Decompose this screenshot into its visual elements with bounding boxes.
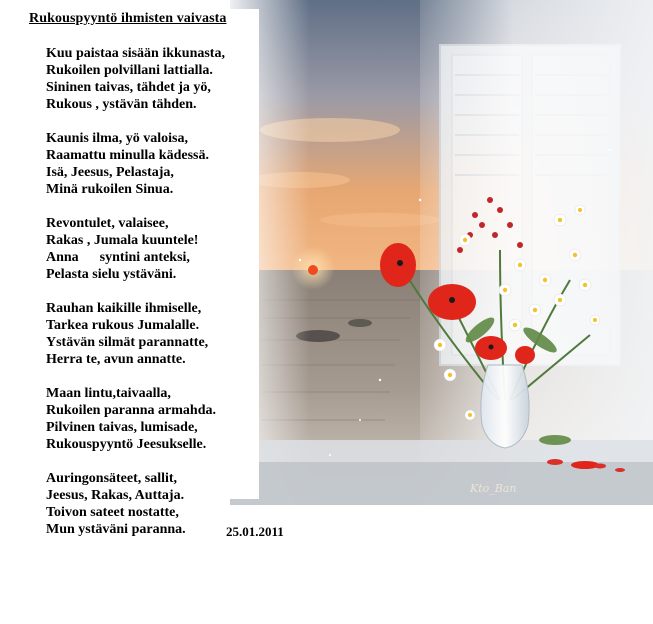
poem-stanza	[46, 470, 225, 538]
poem-line: Pilvinen taivas, lumisade,	[46, 420, 198, 435]
poem-stanza	[46, 385, 225, 453]
poem-line: Tarkea rukous Jumalalle.	[46, 318, 200, 333]
poem-line: Toivon sateet nostatte,	[46, 505, 179, 520]
poem-line: Auringonsäteet, sallit,	[46, 471, 178, 486]
poem-stanza	[46, 45, 225, 113]
poem-line: Minä rukoilen Sinua.	[46, 182, 174, 197]
poem-date: 25.01.2011	[226, 524, 284, 539]
poem-line: Revontulet, valaisee,	[46, 216, 169, 231]
poem-line: Raamattu minulla kädessä.	[46, 148, 209, 163]
poem-stanza	[46, 215, 225, 283]
poem-line: Rukous , ystävän tähden.	[46, 97, 197, 112]
poem-line: Kaunis ilma, yö valoisa,	[46, 131, 188, 146]
poem-body	[46, 45, 225, 555]
poem-line: Ystävän silmät parannatte,	[46, 335, 209, 350]
poem-stanza	[46, 130, 225, 198]
poem-title: Rukouspyyntö ihmisten vaivasta	[29, 11, 227, 26]
poem-line: Rukoilen paranna armahda.	[46, 403, 216, 418]
poem-line: Isä, Jeesus, Pelastaja,	[46, 165, 174, 180]
poem-line: Rukoilen polvillani lattialla.	[46, 63, 213, 78]
background-picture	[230, 0, 653, 505]
poem-line: Mun ystäväni paranna.	[46, 522, 186, 537]
poem-line: Herra te, avun annatte.	[46, 352, 186, 367]
poem-line: Rauhan kaikille ihmiselle,	[46, 301, 202, 316]
poem-stanza	[46, 300, 225, 368]
poem-line: Pelasta sielu ystäväni.	[46, 267, 177, 282]
poem-line: Anna syntini anteksi,	[46, 250, 190, 265]
glass-vase	[481, 365, 529, 448]
poem-line: Maan lintu,taivaalla,	[46, 386, 171, 401]
poem-line: Rukouspyyntö Jeesukselle.	[46, 437, 207, 452]
poem-line: Jeesus, Rakas, Auttaja.	[46, 488, 185, 503]
poppy-flower	[515, 346, 535, 364]
artist-signature: Kto_Ban	[470, 482, 517, 495]
poem-line: Sininen taivas, tähdet ja yö,	[46, 80, 211, 95]
poem-line: Kuu paistaa sisään ikkunasta,	[46, 46, 225, 61]
poem-line: Rakas , Jumala kuuntele!	[46, 233, 199, 248]
